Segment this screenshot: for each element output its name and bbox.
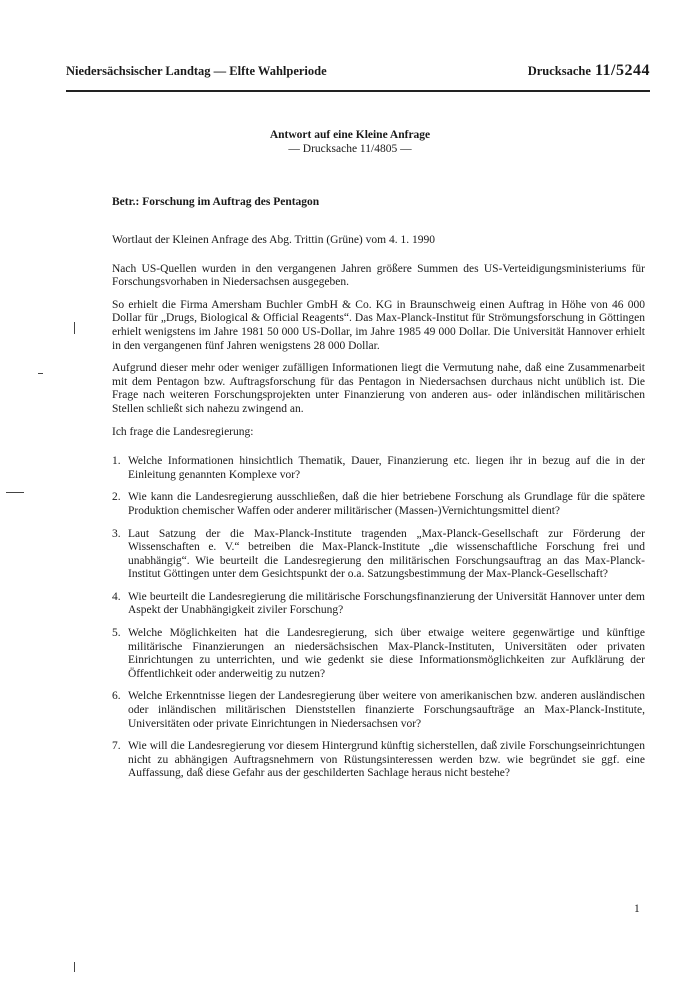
question-number: 2. — [112, 491, 121, 504]
document-body — [112, 234, 645, 790]
question-text: Welche Informationen hinsichtlich Thematik, Dauer, Finanzierung etc. liegen ihr in bezug auf die in der Einleitung genannten Komplexe vor? — [128, 455, 645, 481]
page-number: 1 — [634, 903, 640, 915]
question-item — [112, 491, 645, 518]
question-list — [112, 455, 645, 781]
question-item — [112, 740, 645, 781]
document-number — [528, 62, 650, 80]
question-text: Wie beurteilt die Landesregierung die militärische Forschungsfinanzierung der Universität Hannover unter dem Aspekt der Unabhängigkeit ziviler Forschung? — [128, 590, 645, 617]
question-text: Wie will die Landesregierung vor diesem Hintergrund künftig sicherstellen, daß zivile Forschungseinrichtungen nicht zu abhängigen Auftragsnehmern von Rüstungsinteressen werden bzw. wie begründet sie ggf. eine Auffassung, daß diese Gefahr aus der geschilderten Sachlage heraus nicht bestehe? — [128, 740, 645, 780]
title-line-1: Antwort auf eine Kleine Anfrage — [269, 129, 431, 141]
header-rule — [66, 90, 650, 92]
page-header — [66, 62, 650, 88]
parliament-header: Niedersächsischer Landtag — Elfte Wahlperiode — [66, 64, 327, 78]
question-item — [112, 627, 645, 681]
margin-mark — [74, 322, 75, 334]
question-lead: Ich frage die Landesregierung: — [112, 425, 254, 438]
question-item — [112, 455, 645, 482]
question-text: Welche Erkenntnisse liegen der Landesregierung über weitere von amerikanischen bzw. anderen ausländischen oder inländischen militärischen Dienststellen finanzierte Forschungsaufträge an Max-Planck-Institute, Universitäten oder private Einrichtungen in Niedersachsen vor? — [128, 690, 645, 730]
question-number: 3. — [112, 527, 121, 540]
question-text: Laut Satzung der die Max-Planck-Institute tragenden „Max-Planck-Gesellschaft zur Förderung der Wissenschaften e. V.“ betreiben die Max-Planck-Institute „die wissenschaftliche Forschung frei und unabhängig“. Wie beurteilt die Landesregierung den militärischen Forschungsauftrag an das Max-Planck-Institut Göttingen unter dem Gesichtspunkt der o.a. Satzungsbestimmung der Max-Planck-Gesellschaft? — [128, 527, 645, 581]
paragraph: Nach US-Quellen wurden in den vergangenen Jahren größere Summen des US-Verteidigungsministeriums für Forschungsvorhaben in Niedersachsen ausgegeben. — [112, 262, 645, 289]
document-title — [0, 128, 700, 156]
document-label: Drucksache — [527, 64, 591, 78]
question-number: 4. — [112, 590, 121, 603]
paragraph: So erhielt die Firma Amersham Buchler GmbH & Co. KG in Braunschweig einen Auftrag in Höhe von 46 000 Dollar für „Drugs, Biological & Official Reagents“. Das Max-Planck-Institut für Strömungsforschung in Göttingen erhielt wenigstens im Jahre 1981 50 000 US-Dollar, im Jahre 1985 49 000 Dollar. Die Universität Hannover erhielt in den vergangenen fünf Jahren wenigstens 28 000 Dollar. — [112, 298, 645, 352]
title-line-2: — Drucksache 11/4805 — — [288, 143, 412, 155]
question-text: Wie kann die Landesregierung ausschließen, daß die hier betriebene Forschung als Grundlage für die spätere Produktion chemischer Waffen oder anderer militärischer (Massen-)Vernichtungsmittel dient? — [128, 491, 645, 517]
question-number: 5. — [112, 627, 121, 640]
subject-line: Betr.: Forschung im Auftrag des Pentagon — [112, 196, 320, 208]
question-number: 7. — [112, 740, 121, 753]
question-number: 6. — [112, 690, 121, 703]
document-number-value: 11/5244 — [594, 62, 650, 79]
margin-mark — [74, 962, 75, 972]
question-number: 1. — [112, 455, 121, 468]
question-text: Welche Möglichkeiten hat die Landesregierung, sich über etwaige weitere gegenwärtige und künftige militärische Finanzierungen an niedersächsischen Max-Planck-Instituten, Universitäten oder privaten Einrichtungen zu unterrichten, und wie gedenkt sie diese Informationsmöglichkeiten zur Aufklärung der Öffentlichkeit oder anderweitig zu nutzen? — [128, 627, 645, 680]
paragraph: Aufgrund dieser mehr oder weniger zufälligen Informationen liegt die Vermutung nahe, daß eine Zusammenarbeit mit dem Pentagon bzw. Auftragsforschung für das Pentagon in Niedersachsen durchaus nicht unüblich ist. Die Frage nach weiteren Forschungsprojekten unter Finanzierung von anderen aus- oder inländischen militärischen Stellen schließt sich nahezu zwingend an. — [112, 362, 645, 415]
margin-dash — [6, 492, 24, 493]
question-item — [112, 528, 645, 582]
question-item — [112, 690, 645, 731]
question-item — [112, 591, 645, 618]
margin-dash — [38, 373, 43, 374]
intro-line: Wortlaut der Kleinen Anfrage des Abg. Trittin (Grüne) vom 4. 1. 1990 — [112, 234, 435, 246]
